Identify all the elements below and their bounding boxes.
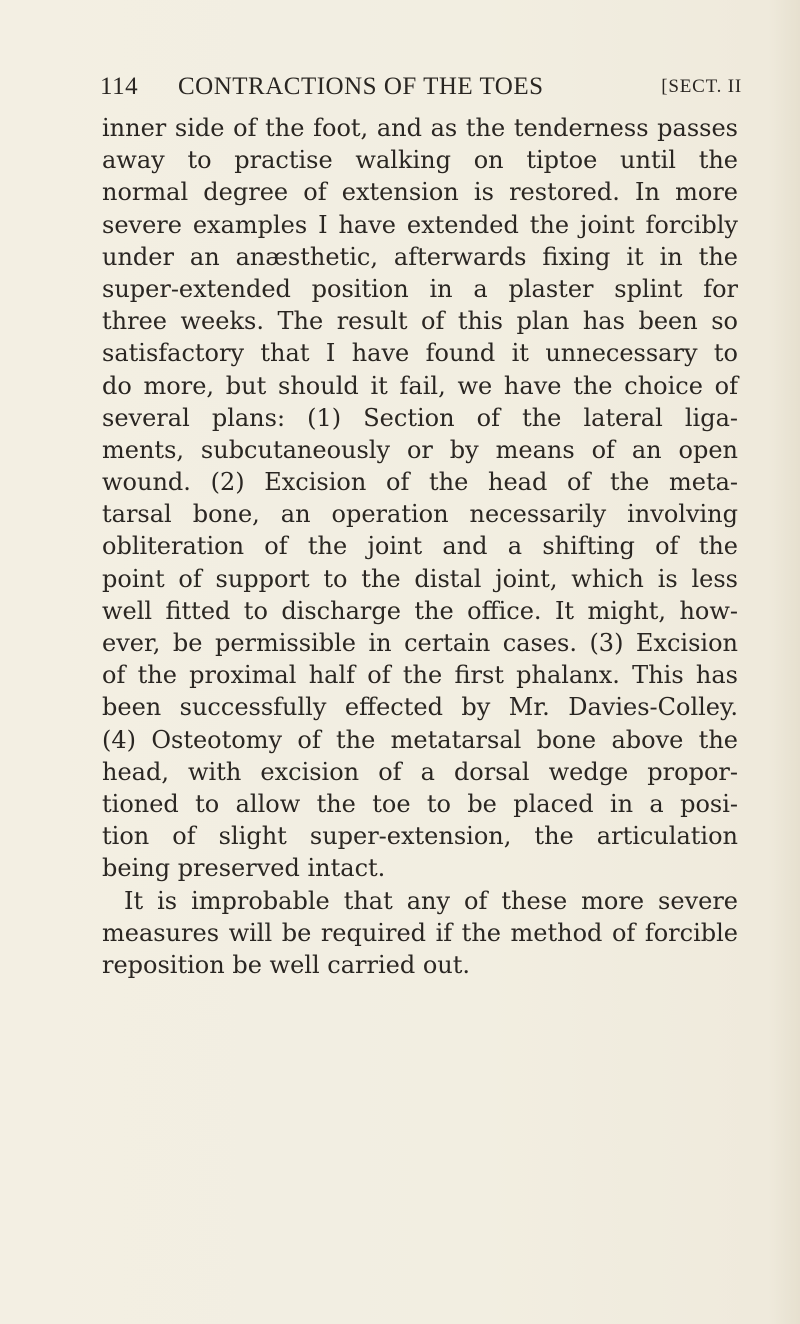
text-line: three weeks. The result of this plan has been so — [102, 307, 738, 336]
text-line: measures will be required if the method of forcible — [102, 918, 738, 947]
section-marker: [SECT. II — [661, 76, 742, 97]
text-line: normal degree of extension is restored. In more — [102, 178, 738, 207]
text-line: of the proximal half of the first phalanx. This has — [102, 661, 738, 690]
text-line: been successfully effected by Mr. Davies-Colley. — [102, 693, 738, 722]
text-line: tion of slight super-extension, the articulation — [102, 822, 738, 851]
text-line: (4) Osteotomy of the metatarsal bone above the — [102, 725, 738, 754]
page-number: 114 — [100, 73, 139, 100]
text-line: tioned to allow the toe to be placed in a posi- — [102, 789, 738, 818]
text-line: wound. (2) Excision of the head of the meta- — [102, 468, 738, 497]
text-line: ever, be permissible in certain cases. (3) Excision — [102, 629, 738, 657]
running-title: CONTRACTIONS OF THE TOES — [178, 73, 544, 100]
text-line: well fitted to discharge the office. It might, how- — [102, 596, 738, 625]
text-line: point of support to the distal joint, which is less — [102, 564, 738, 593]
text-line: severe examples I have extended the joint forcibly — [102, 210, 738, 239]
text-line: It is improbable that any of these more severe — [124, 886, 738, 915]
text-line: tarsal bone, an operation necessarily involving — [102, 500, 738, 529]
text-line: super-extended position in a plaster splint for — [102, 274, 738, 303]
running-header — [100, 70, 742, 104]
text-line: reposition be well carried out. — [102, 950, 471, 979]
body-text — [102, 112, 738, 981]
text-line: ments, subcutaneously or by means of an open — [102, 435, 738, 464]
text-line: several plans: (1) Section of the lateral liga- — [102, 403, 738, 432]
text-line: inner side of the foot, and as the tenderness passes — [102, 114, 738, 142]
text-line: head, with excision of a dorsal wedge propor- — [102, 757, 738, 786]
text-line: being preserved intact. — [102, 854, 386, 883]
text-line: under an anæsthetic, afterwards fixing it in the — [102, 242, 738, 271]
text-line: satisfactory that I have found it unnecessary to — [102, 339, 738, 368]
text-line: away to practise walking on tiptoe until the — [102, 146, 738, 175]
text-line: do more, but should it fail, we have the choice of — [102, 371, 738, 400]
text-line: obliteration of the joint and a shifting of the — [102, 532, 738, 561]
